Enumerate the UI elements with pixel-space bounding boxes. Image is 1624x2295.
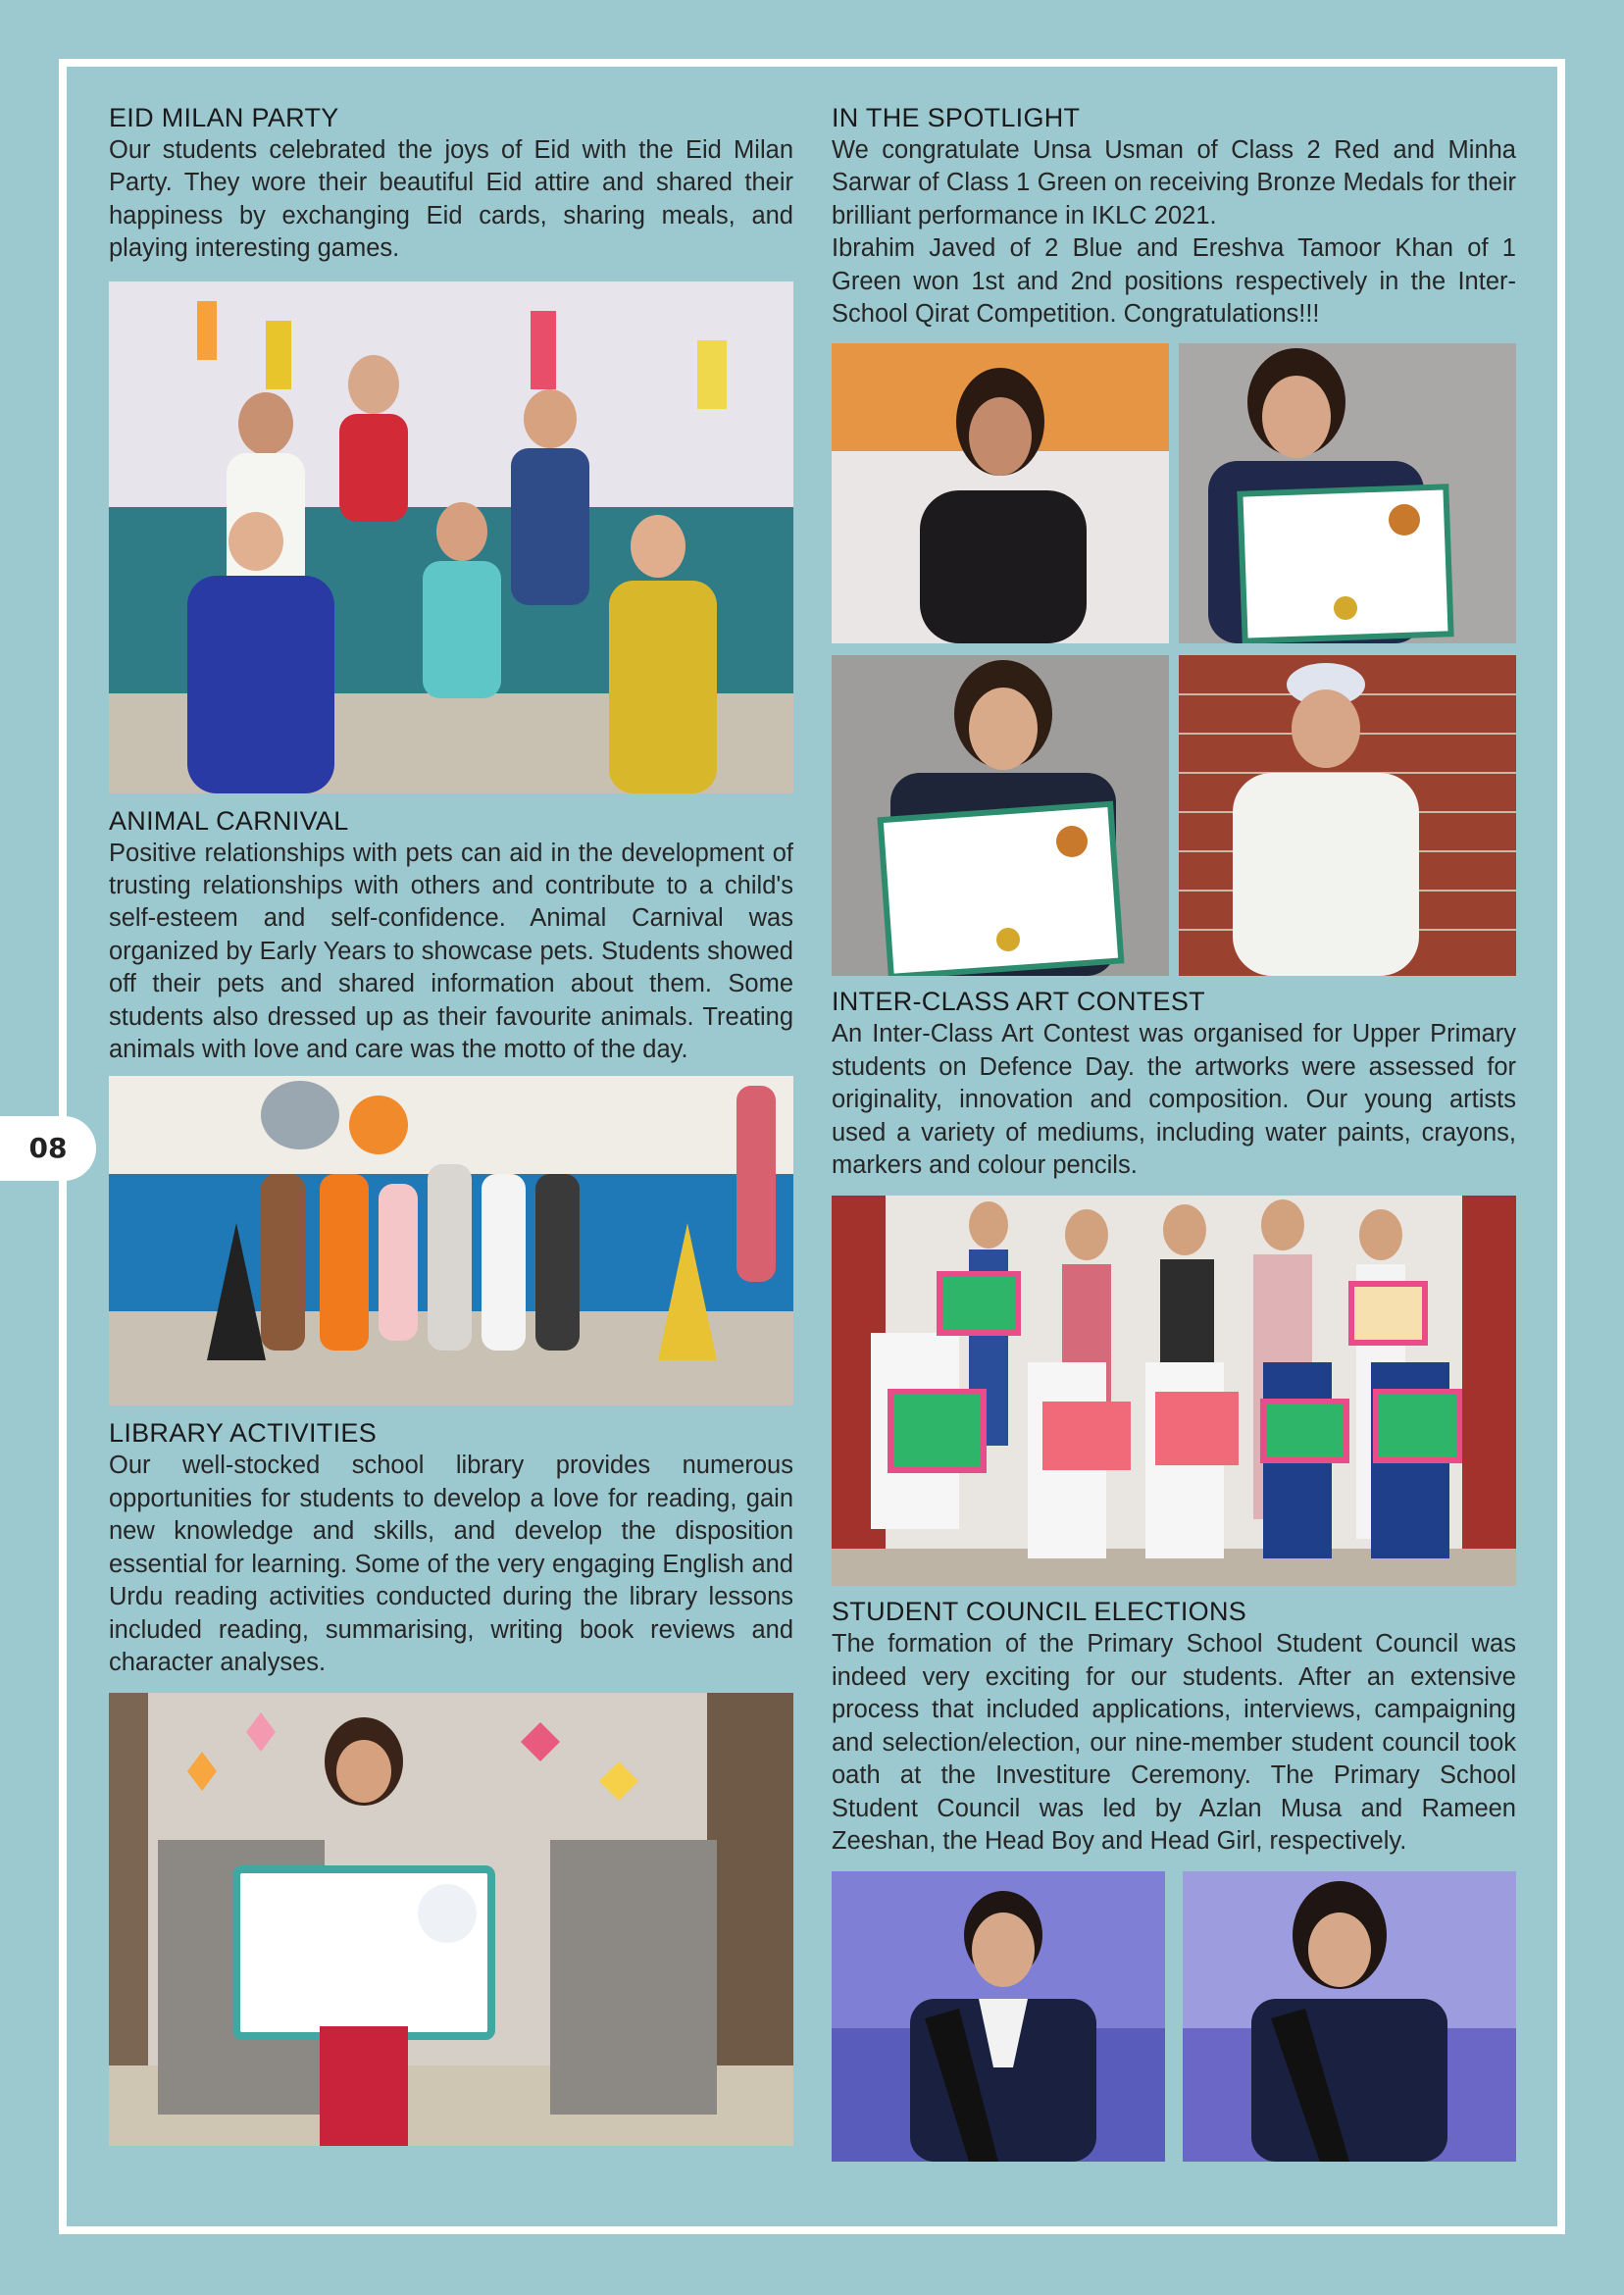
art-contest-photo <box>832 1196 1516 1586</box>
animal-title: ANIMAL CARNIVAL <box>109 805 349 836</box>
spotlight-body-2: Ibrahim Javed of 2 Blue and Ereshva Tamoor Khan of 1 Green won 1st and 2nd positions respectively in the Inter-School Qirat Competition. Congratulations!!! <box>832 234 1516 329</box>
head-boy-photo <box>832 1871 1165 2162</box>
left-column <box>109 102 793 2146</box>
eid-body: Our students celebrated the joys of Eid with the Eid Milan Party. They wore their beautiful Eid attire and shared their happiness by exchanging Eid cards, sharing meals, and playing interesting games. <box>109 136 793 263</box>
council-body: The formation of the Primary School Student Council was indeed very exciting for our students. After an extensive process that included applications, interviews, campaigning and selection/election, our nine-member student council took oath at the Investiture Ceremony. The Primary School Student Council was led by Azlan Musa and Rameen Zeeshan, the Head Boy and Head Girl, respectively. <box>832 1630 1516 1855</box>
spotlight-photo-4 <box>1179 655 1516 976</box>
library-photo <box>109 1693 793 2146</box>
spotlight-photo-grid <box>832 343 1516 976</box>
art-title: INTER-CLASS ART CONTEST <box>832 987 1205 1017</box>
council-title: STUDENT COUNCIL ELECTIONS <box>832 1597 1247 1627</box>
spotlight-photo-1 <box>832 343 1169 643</box>
eid-title: EID MILAN PARTY <box>109 103 339 132</box>
art-body: An Inter-Class Art Contest was organised for Upper Primary students on Defence Day. the artworks were assessed for originality, innovation and composition. Our young artists used a variety of mediums, including water paints, crayons, markers and colour pencils. <box>832 1020 1516 1180</box>
page-number: 08 <box>0 1116 96 1181</box>
right-column <box>832 102 1516 2162</box>
spotlight-title: IN THE SPOTLIGHT <box>832 103 1081 132</box>
animal-carnival-photo <box>109 1076 793 1405</box>
eid-party-photo <box>109 281 793 793</box>
library-body: Our well-stocked school library provides numerous opportunities for students to develop a love for reading, gain new knowledge and skills, and develop the disposition essential for learning. Some of the very engaging English and Urdu reading activities conducted during the library lessons included reading, summarising, writing book reviews and character analyses. <box>109 1452 793 1676</box>
spotlight-photo-3 <box>832 655 1169 976</box>
animal-body: Positive relationships with pets can aid in the development of trusting relationships with others and contribute to a child's self-esteem and self-confidence. Animal Carnival was organized by Early Years to showcase pets. Students showed off their pets and shared information about them. Some students also dressed up as their favourite animals. Treating animals with love and care was the motto of the day. <box>109 839 793 1064</box>
head-girl-photo <box>1183 1871 1516 2162</box>
council-photo-row <box>832 1871 1516 2162</box>
spotlight-photo-2 <box>1179 343 1516 643</box>
library-title: LIBRARY ACTIVITIES <box>109 1418 378 1449</box>
spotlight-body-1: We congratulate Unsa Usman of Class 2 Red and Minha Sarwar of Class 1 Green on receiving Bronze Medals for their brilliant performance in IKLC 2021. <box>832 136 1516 230</box>
